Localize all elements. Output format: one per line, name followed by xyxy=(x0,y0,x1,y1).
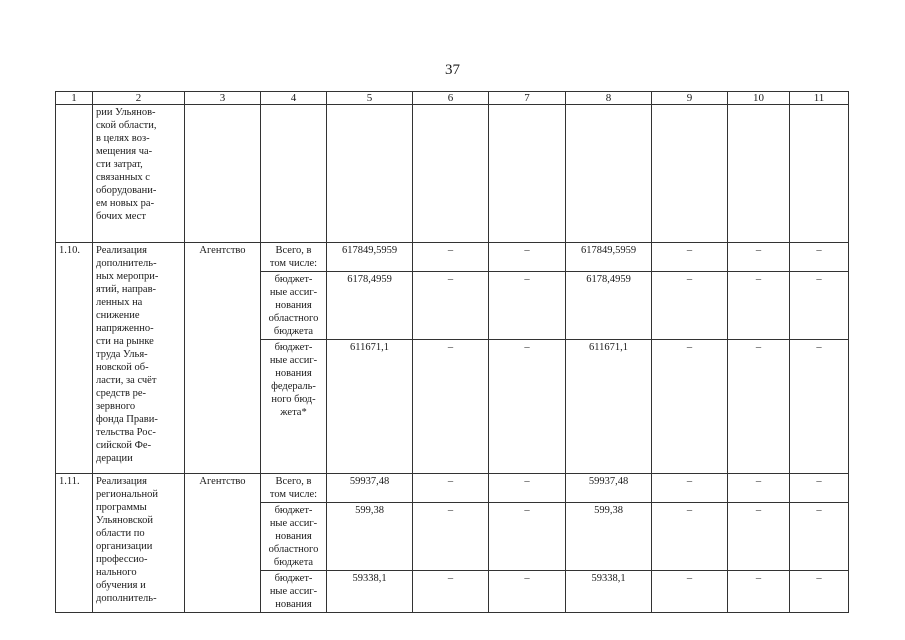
funding-source: бюджет- ные ассиг- нования федераль- ного бюд- жета* xyxy=(261,340,327,474)
funding-source: бюджет- ные ассиг- нования областного бюджета xyxy=(261,272,327,340)
description-cell: рии Ульянов- ской области, в целях воз- мещения ча- сти затрат, связанных с оборудовани- ем новых ра- бочих мест xyxy=(93,105,185,243)
executor-cell: Агентство xyxy=(185,243,261,474)
value-cell: – xyxy=(790,474,849,503)
value-cell: – xyxy=(652,474,728,503)
value-cell: 6178,4959 xyxy=(566,272,652,340)
value-cell: 59338,1 xyxy=(327,571,413,613)
description-cell: Реализация дополнитель- ных меропри- ятий, направ- ленных на снижение напряженно- сти на рынке труда Улья- новской об- ласти, за счёт средств ре- зервного фонда Прави- тельства Рос- сийской Фе- дерации xyxy=(93,243,185,474)
table-row xyxy=(56,105,849,243)
value-cell: – xyxy=(790,272,849,340)
funding-source: бюджет- ные ассиг- нования областного бюджета xyxy=(261,503,327,571)
budget-table xyxy=(55,91,849,613)
column-header: 1 xyxy=(56,92,93,105)
value-cell: – xyxy=(413,503,489,571)
value-cell: – xyxy=(489,474,566,503)
value-cell: 611671,1 xyxy=(566,340,652,474)
column-header: 11 xyxy=(790,92,849,105)
value-cell: – xyxy=(413,474,489,503)
funding-source: Всего, в том числе: xyxy=(261,243,327,272)
value-cell: – xyxy=(652,243,728,272)
table-row xyxy=(56,243,849,272)
value-cell: 611671,1 xyxy=(327,340,413,474)
column-header: 10 xyxy=(728,92,790,105)
funding-source: бюджет- ные ассиг- нования xyxy=(261,571,327,613)
value-cell: – xyxy=(489,571,566,613)
row-number: 1.10. xyxy=(56,243,93,474)
value-cell: – xyxy=(652,571,728,613)
value-cell: – xyxy=(489,243,566,272)
value-cell: – xyxy=(489,503,566,571)
column-header: 8 xyxy=(566,92,652,105)
value-cell: – xyxy=(790,503,849,571)
value-cell: – xyxy=(728,503,790,571)
column-header: 6 xyxy=(413,92,489,105)
value-cell: 617849,5959 xyxy=(327,243,413,272)
description-cell: Реализация региональной программы Ульяновской области по организации профессио- нального обучения и дополнитель- xyxy=(93,474,185,613)
value-cell: – xyxy=(728,272,790,340)
value-cell: – xyxy=(790,340,849,474)
value-cell: 617849,5959 xyxy=(566,243,652,272)
value-cell: – xyxy=(489,340,566,474)
funding-source: Всего, в том числе: xyxy=(261,474,327,503)
value-cell: 599,38 xyxy=(327,503,413,571)
value-cell: 59937,48 xyxy=(327,474,413,503)
value-cell: 59937,48 xyxy=(566,474,652,503)
value-cell: – xyxy=(790,243,849,272)
value-cell: – xyxy=(728,571,790,613)
executor-cell: Агентство xyxy=(185,474,261,613)
value-cell: 59338,1 xyxy=(566,571,652,613)
value-cell: – xyxy=(728,340,790,474)
value-cell: – xyxy=(652,272,728,340)
value-cell: – xyxy=(413,243,489,272)
column-header: 4 xyxy=(261,92,327,105)
row-number: 1.11. xyxy=(56,474,93,613)
column-header: 3 xyxy=(185,92,261,105)
value-cell: – xyxy=(652,340,728,474)
column-header: 2 xyxy=(93,92,185,105)
value-cell: – xyxy=(728,474,790,503)
value-cell: – xyxy=(489,272,566,340)
value-cell: 599,38 xyxy=(566,503,652,571)
value-cell: – xyxy=(728,243,790,272)
page-number: 37 xyxy=(445,62,460,78)
column-number-row xyxy=(56,92,849,105)
value-cell: – xyxy=(413,340,489,474)
column-header: 7 xyxy=(489,92,566,105)
value-cell: – xyxy=(413,272,489,340)
value-cell: 6178,4959 xyxy=(327,272,413,340)
value-cell: – xyxy=(413,571,489,613)
column-header: 5 xyxy=(327,92,413,105)
table-row xyxy=(56,474,849,503)
column-header: 9 xyxy=(652,92,728,105)
value-cell: – xyxy=(790,571,849,613)
value-cell: – xyxy=(652,503,728,571)
